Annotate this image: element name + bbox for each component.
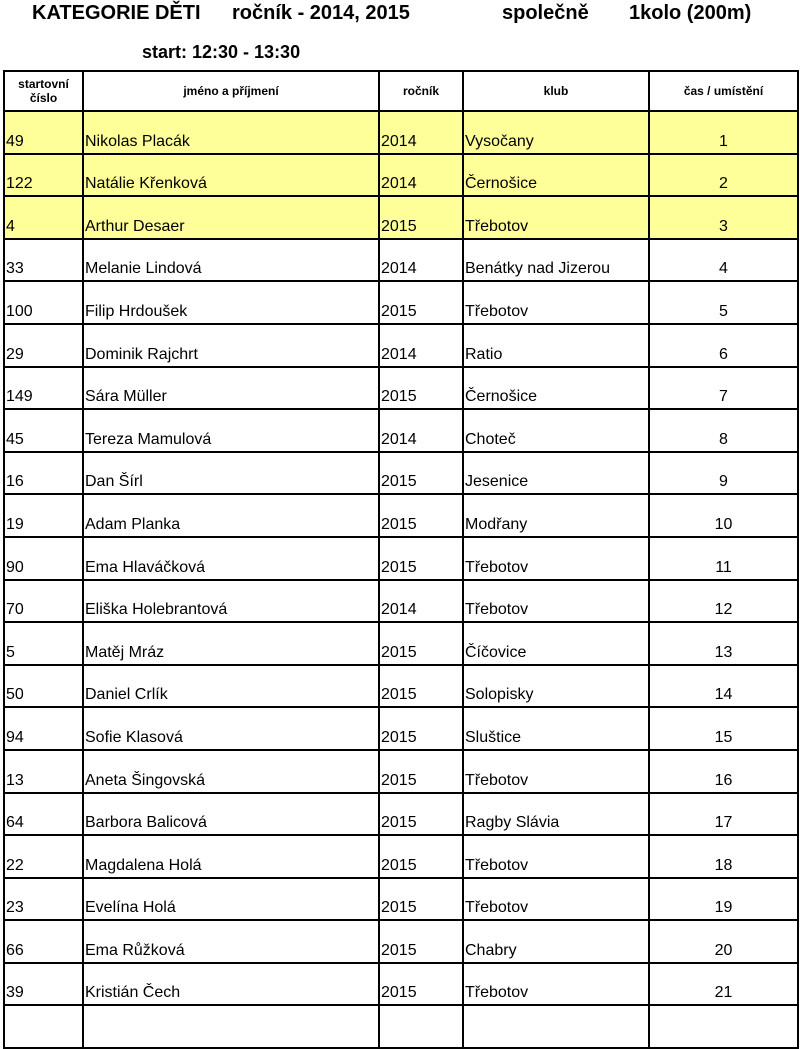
table-row (4, 665, 798, 708)
place-cell: 3 (649, 196, 798, 239)
name-cell: Melanie Lindová (83, 239, 379, 282)
table-row (4, 452, 798, 495)
name-cell: Barbora Balicová (83, 793, 379, 836)
column-header-place: čas / umístění (649, 71, 798, 111)
start-number-cell (4, 1005, 83, 1048)
name-cell: Dan Šírl (83, 452, 379, 495)
start-number-cell: 33 (4, 239, 83, 282)
name-cell: Arthur Desaer (83, 196, 379, 239)
table-row (4, 281, 798, 324)
place-cell: 17 (649, 793, 798, 836)
table-row (4, 878, 798, 921)
table-row (4, 367, 798, 410)
table-row (4, 920, 798, 963)
table-row (4, 793, 798, 836)
year-cell: 2015 (379, 920, 463, 963)
year-cell: 2014 (379, 111, 463, 154)
table-row (4, 111, 798, 154)
year-cell: 2015 (379, 494, 463, 537)
start-number-cell: 149 (4, 367, 83, 410)
club-cell: Třebotov (463, 580, 649, 623)
table-row (4, 196, 798, 239)
name-cell: Adam Planka (83, 494, 379, 537)
club-cell: Třebotov (463, 835, 649, 878)
round-title: 1kolo (200m) (629, 2, 752, 24)
club-cell: Třebotov (463, 537, 649, 580)
club-cell: Třebotov (463, 281, 649, 324)
year-cell: 2015 (379, 878, 463, 921)
place-cell: 1 (649, 111, 798, 154)
start-number-cell: 29 (4, 324, 83, 367)
start-number-cell: 90 (4, 537, 83, 580)
year-cell: 2015 (379, 793, 463, 836)
place-cell: 19 (649, 878, 798, 921)
year-cell: 2015 (379, 707, 463, 750)
start-number-cell: 22 (4, 835, 83, 878)
club-cell: Sluštice (463, 707, 649, 750)
year-cell: 2015 (379, 963, 463, 1006)
column-header-club: klub (463, 71, 649, 111)
place-cell: 20 (649, 920, 798, 963)
name-cell: Dominik Rajchrt (83, 324, 379, 367)
start-number-cell: 39 (4, 963, 83, 1006)
club-cell: Benátky nad Jizerou (463, 239, 649, 282)
name-cell: Matěj Mráz (83, 622, 379, 665)
place-cell: 2 (649, 154, 798, 197)
column-header-number-line1: startovní (18, 77, 69, 91)
club-cell: Modřany (463, 494, 649, 537)
start-number-cell: 94 (4, 707, 83, 750)
name-cell: Sofie Klasová (83, 707, 379, 750)
club-cell: Choteč (463, 409, 649, 452)
start-number-cell: 45 (4, 409, 83, 452)
name-cell: Filip Hrdoušek (83, 281, 379, 324)
table-row (4, 409, 798, 452)
start-number-cell: 16 (4, 452, 83, 495)
year-cell: 2015 (379, 452, 463, 495)
table-row (4, 239, 798, 282)
place-cell: 9 (649, 452, 798, 495)
year-cell: 2015 (379, 750, 463, 793)
year-cell: 2015 (379, 537, 463, 580)
place-cell: 7 (649, 367, 798, 410)
table-row (4, 324, 798, 367)
table-row (4, 154, 798, 197)
page-title (0, 0, 800, 30)
club-cell: Třebotov (463, 963, 649, 1006)
name-cell (83, 1005, 379, 1048)
club-cell: Vysočany (463, 111, 649, 154)
year-cell: 2014 (379, 580, 463, 623)
place-cell: 4 (649, 239, 798, 282)
year-cell: 2015 (379, 367, 463, 410)
start-time: start: 12:30 - 13:30 (142, 42, 301, 62)
name-cell: Eliška Holebrantová (83, 580, 379, 623)
club-cell: Číčovice (463, 622, 649, 665)
table-row (4, 835, 798, 878)
start-number-cell: 49 (4, 111, 83, 154)
table-row (4, 494, 798, 537)
start-number-cell: 70 (4, 580, 83, 623)
start-number-cell: 50 (4, 665, 83, 708)
column-header-number-line2: číslo (29, 91, 58, 105)
start-number-cell: 4 (4, 196, 83, 239)
club-cell (463, 1005, 649, 1048)
column-header-name: jméno a příjmení (83, 71, 379, 111)
name-cell: Natálie Křenková (83, 154, 379, 197)
start-number-cell: 122 (4, 154, 83, 197)
start-number-cell: 13 (4, 750, 83, 793)
place-cell: 8 (649, 409, 798, 452)
place-cell: 14 (649, 665, 798, 708)
table-row (4, 622, 798, 665)
year-cell: 2015 (379, 196, 463, 239)
year-cell: 2015 (379, 622, 463, 665)
start-number-cell: 64 (4, 793, 83, 836)
start-number-cell: 100 (4, 281, 83, 324)
column-header-number (4, 71, 83, 111)
column-header-year: ročník (379, 71, 463, 111)
club-cell: Černošice (463, 154, 649, 197)
place-cell: 13 (649, 622, 798, 665)
year-cell: 2014 (379, 239, 463, 282)
name-cell: Ema Růžková (83, 920, 379, 963)
place-cell: 15 (649, 707, 798, 750)
year-cell: 2015 (379, 281, 463, 324)
year-cell: 2014 (379, 154, 463, 197)
place-cell: 16 (649, 750, 798, 793)
name-cell: Sára Müller (83, 367, 379, 410)
start-number-cell: 66 (4, 920, 83, 963)
club-cell: Třebotov (463, 750, 649, 793)
club-cell: Ratio (463, 324, 649, 367)
results-table (3, 70, 799, 1049)
year-cell: 2014 (379, 324, 463, 367)
name-cell: Aneta Šingovská (83, 750, 379, 793)
club-cell: Černošice (463, 367, 649, 410)
name-cell: Tereza Mamulová (83, 409, 379, 452)
name-cell: Daniel Crlík (83, 665, 379, 708)
club-cell: Jesenice (463, 452, 649, 495)
start-number-cell: 5 (4, 622, 83, 665)
start-number-cell: 19 (4, 494, 83, 537)
name-cell: Kristián Čech (83, 963, 379, 1006)
table-header-row (4, 71, 798, 111)
place-cell: 11 (649, 537, 798, 580)
club-cell: Solopisky (463, 665, 649, 708)
club-cell: Chabry (463, 920, 649, 963)
years-title: ročník - 2014, 2015 (232, 2, 410, 24)
club-cell: Třebotov (463, 878, 649, 921)
table-row (4, 537, 798, 580)
year-cell: 2015 (379, 665, 463, 708)
table-row (4, 707, 798, 750)
name-cell: Nikolas Placák (83, 111, 379, 154)
category-title: KATEGORIE DĚTI (32, 2, 201, 24)
table-row (4, 580, 798, 623)
name-cell: Evelína Holá (83, 878, 379, 921)
club-cell: Ragby Slávia (463, 793, 649, 836)
table-row (4, 963, 798, 1006)
year-cell (379, 1005, 463, 1048)
name-cell: Ema Hlaváčková (83, 537, 379, 580)
place-cell: 5 (649, 281, 798, 324)
place-cell: 18 (649, 835, 798, 878)
place-cell: 21 (649, 963, 798, 1006)
place-cell (649, 1005, 798, 1048)
club-cell: Třebotov (463, 196, 649, 239)
year-cell: 2014 (379, 409, 463, 452)
type-title: společně (502, 2, 589, 24)
start-number-cell: 23 (4, 878, 83, 921)
place-cell: 6 (649, 324, 798, 367)
place-cell: 10 (649, 494, 798, 537)
year-cell: 2015 (379, 835, 463, 878)
table-row (4, 1005, 798, 1048)
table-row (4, 750, 798, 793)
name-cell: Magdalena Holá (83, 835, 379, 878)
place-cell: 12 (649, 580, 798, 623)
